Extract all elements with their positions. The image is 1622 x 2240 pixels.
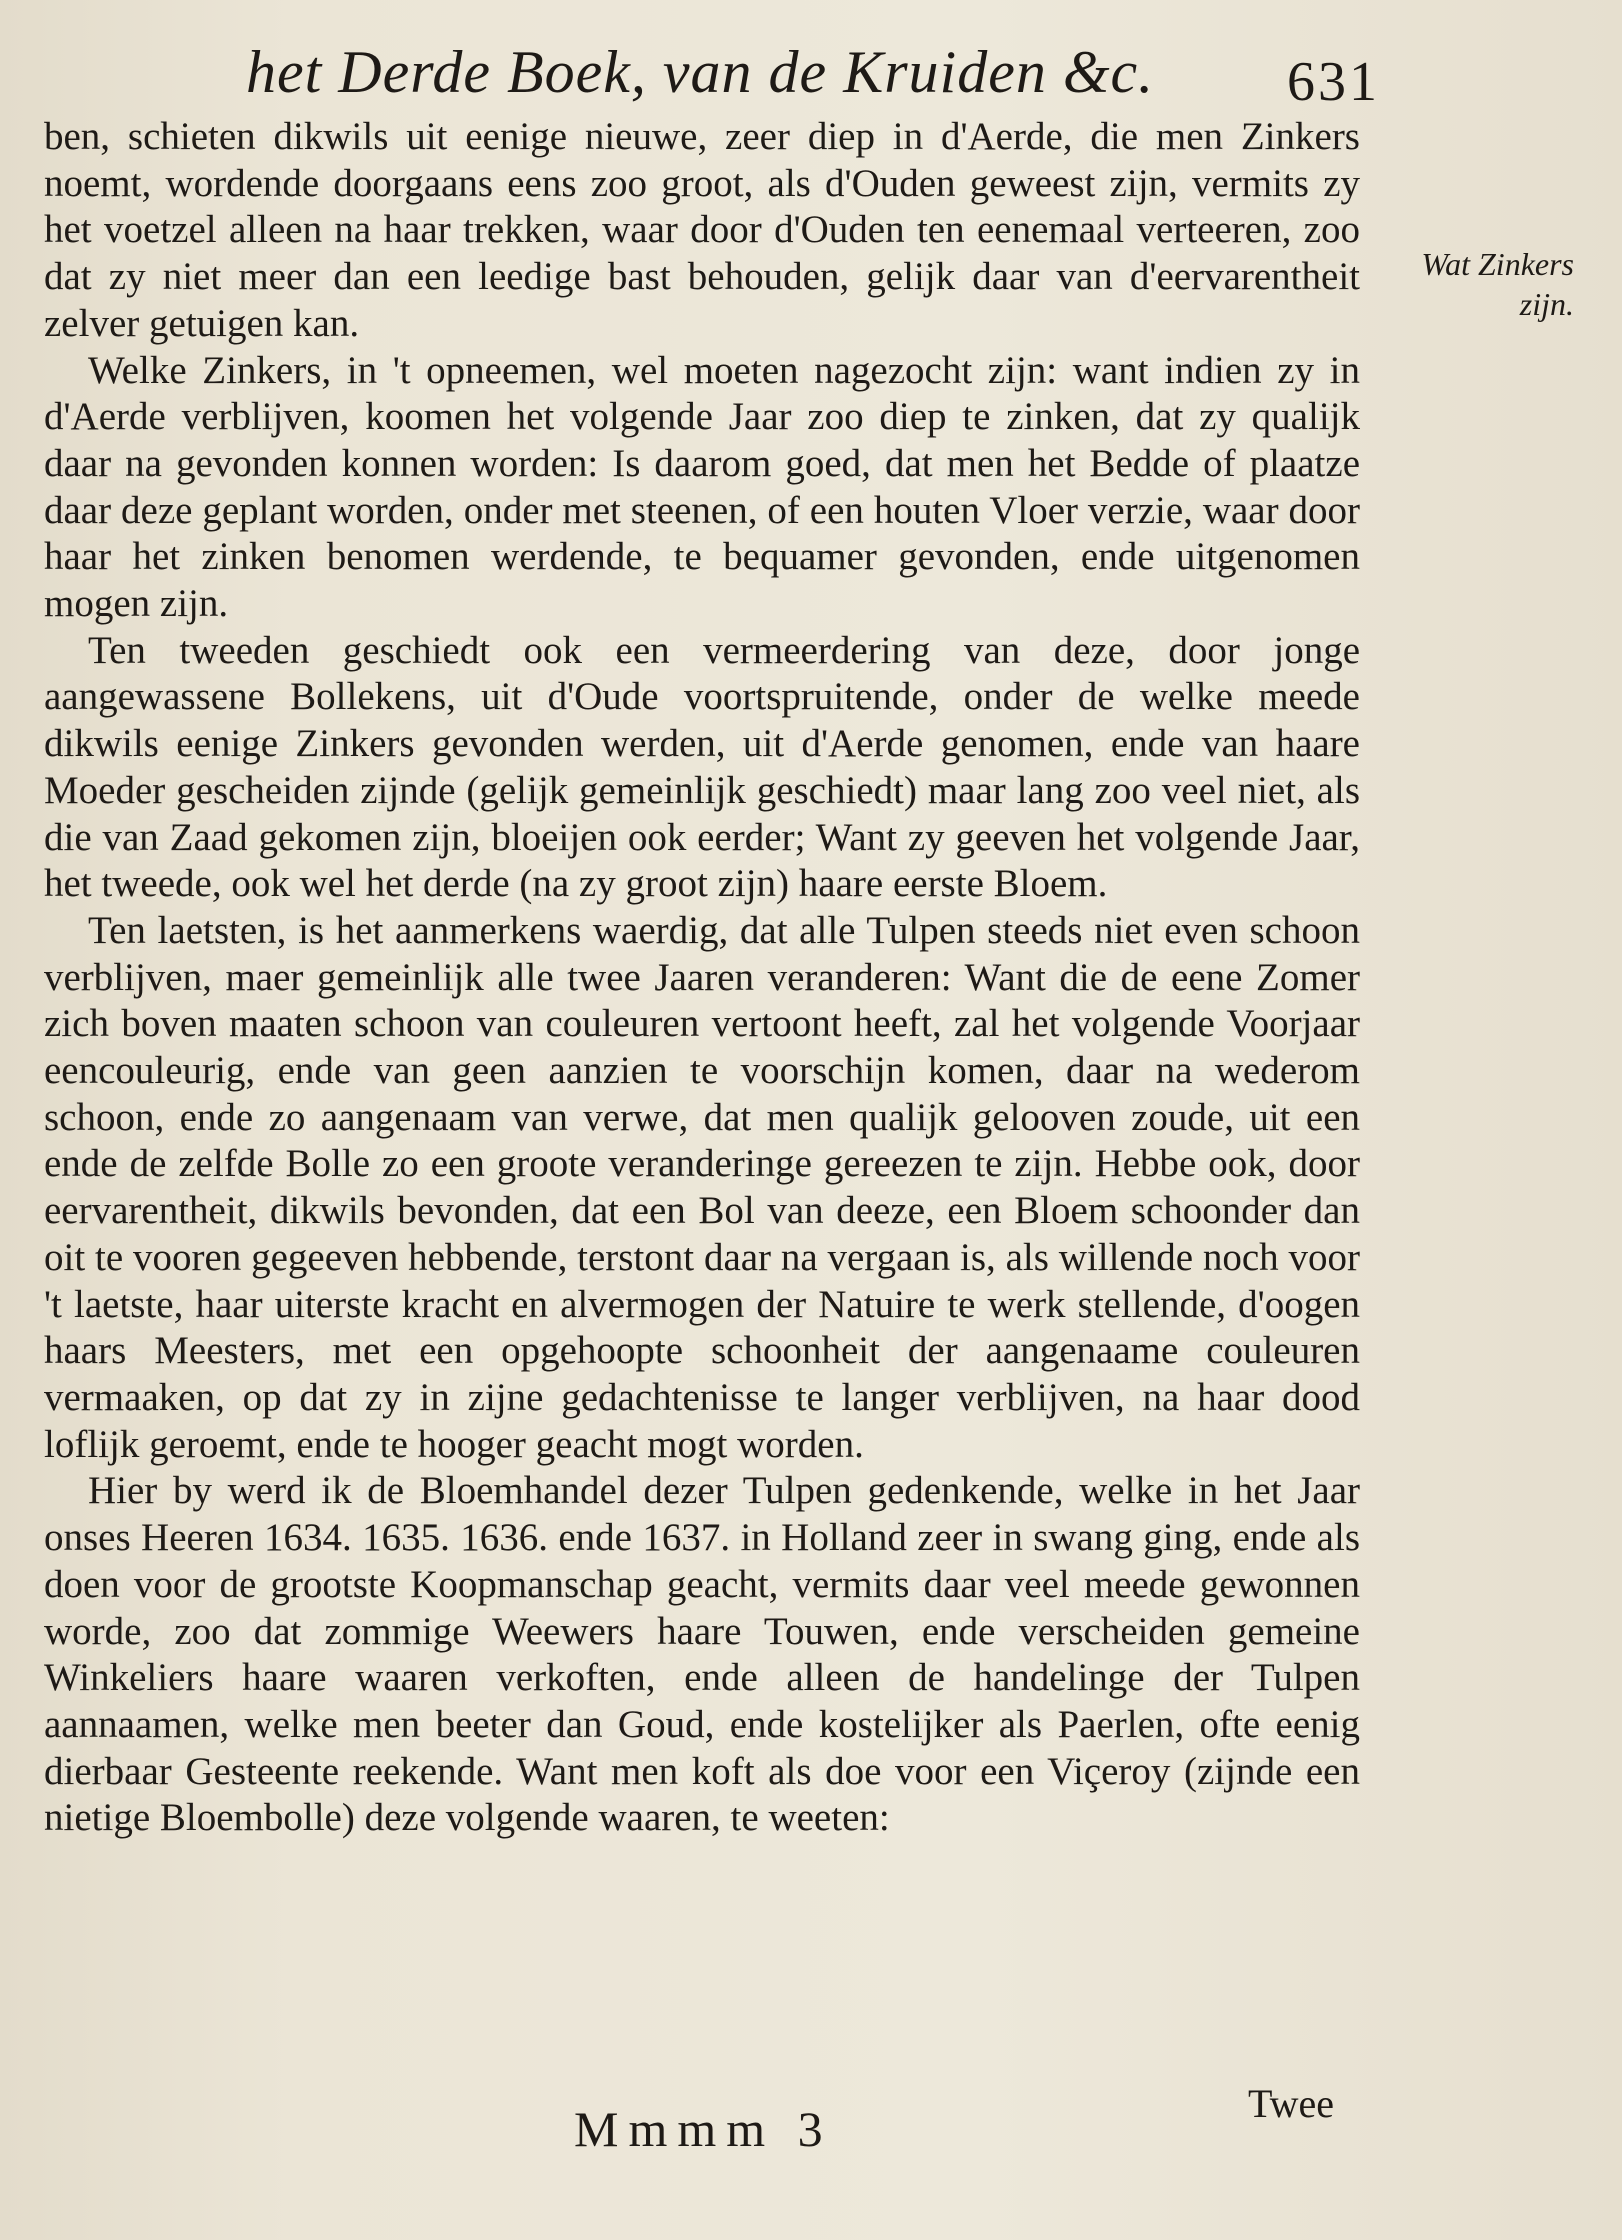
paragraph-4: Ten laetsten, is het aanmerkens waerdig, dat alle Tulpen steeds niet even schoon verblijven, maer gemeinlijk alle twee Jaaren veranderen: Want die de eene Zomer zich boven maaten schoon van couleuren vertoont heeft, zal het volgende Voorjaar eencouleurig, ende van geen aanzien te voorschijn komen, daar na wederom schoon, ende zo aangenaam van verwe, dat men qualijk gelooven zoude, uit een ende de zelfde Bolle zo een groote veranderinge gereezen te zijn. Hebbe ook, door eervarentheit, dikwils bevonden, dat een Bol van deeze, een Bloem schoonder dan oit te vooren gegeeven hebbende, terstont daar na vergaan is, als willende noch voor 't laetste, haar uiterste kracht en alvermogen der Natuire te werk stellende, d'oogen haars Meesters, met een opgehoopte schoonheit der aangenaame couleuren vermaaken, op dat zy in zijne gedachtenisse te langer verblijven, na haar dood loflijk geroemt, ende te hooger geacht mogt worden. [44, 908, 1360, 1466]
margin-note: Wat Zinkers zijn. [1421, 246, 1574, 322]
paragraph-2: Welke Zinkers, in 't opneemen, wel moeten nagezocht zijn: want indien zy in d'Aerde verblijven, koomen het volgende Jaar zoo diep te zinken, dat zy qualijk daar na gevonden konnen worden: Is daarom goed, dat men het Bedde of plaatze daar deze geplant worden, onder met steenen, of een houten Vloer verzie, waar door haar het zinken benomen werdende, te bequamer gevonden, ende uitgenomen mogen zijn. [44, 348, 1360, 626]
page-header [240, 24, 1380, 120]
paragraph-5: Hier by werd ik de Bloemhandel dezer Tulpen gedenkende, welke in het Jaar onses Heeren 1634. 1635. 1636. ende 1637. in Holland zeer in swang ging, ende als doen voor de grootste Koopmanschap geacht, vermits daar veel meede gewonnen worde, zoo dat zommige Weewers haare Touwen, ende verscheiden gemeine Winkeliers haare waaren verkoften, ende alleen de handelinge der Tulpen aannaamen, welke men beeter dan Goud, ende kostelijker als Paerlen, ofte eenig dierbaar Gesteente reekende. Want men koft als doe voor een Viçeroy (zijnde een nietige Bloembolle) deze volgende waaren, te weeten: [44, 1469, 1360, 1840]
running-title: het Derde Boek, van de Kruiden &c. [246, 39, 1155, 105]
page-number: 631 [1287, 51, 1380, 113]
paragraph-3: Ten tweeden geschiedt ook een vermeerdering van deze, door jonge aangewassene Bollekens, uit d'Oude voortspruitende, onder de welke meede dikwils eenige Zinkers gevonden werden, uit d'Aerde genomen, ende van haare Moeder gescheiden zijnde (gelijk gemeinlijk geschiedt) maar lang zoo veel niet, als die van Zaad gekomen zijn, bloeijen ook eerder; Want zy geeven het volgende Jaar, het tweede, ook wel het derde (na zy groot zijn) haare eerste Bloem. [44, 628, 1360, 906]
catchword: Twee [1248, 2081, 1335, 2126]
body-text [44, 114, 1360, 1842]
paragraph-1: ben, schieten dikwils uit eenige nieuwe, zeer diep in d'Aerde, die men Zinkers noemt, wordende doorgaans eens zoo groot, als d'Ouden geweest zijn, vermits zy het voetzel alleen na haar trekken, waar door d'Ouden ten eenemaal verteeren, zoo dat zy niet meer dan een leedige bast behouden, gelijk daar van d'eervarentheit zelver getuigen kan. [44, 115, 1360, 345]
signature-mark: Mmmm 3 [574, 2101, 833, 2157]
